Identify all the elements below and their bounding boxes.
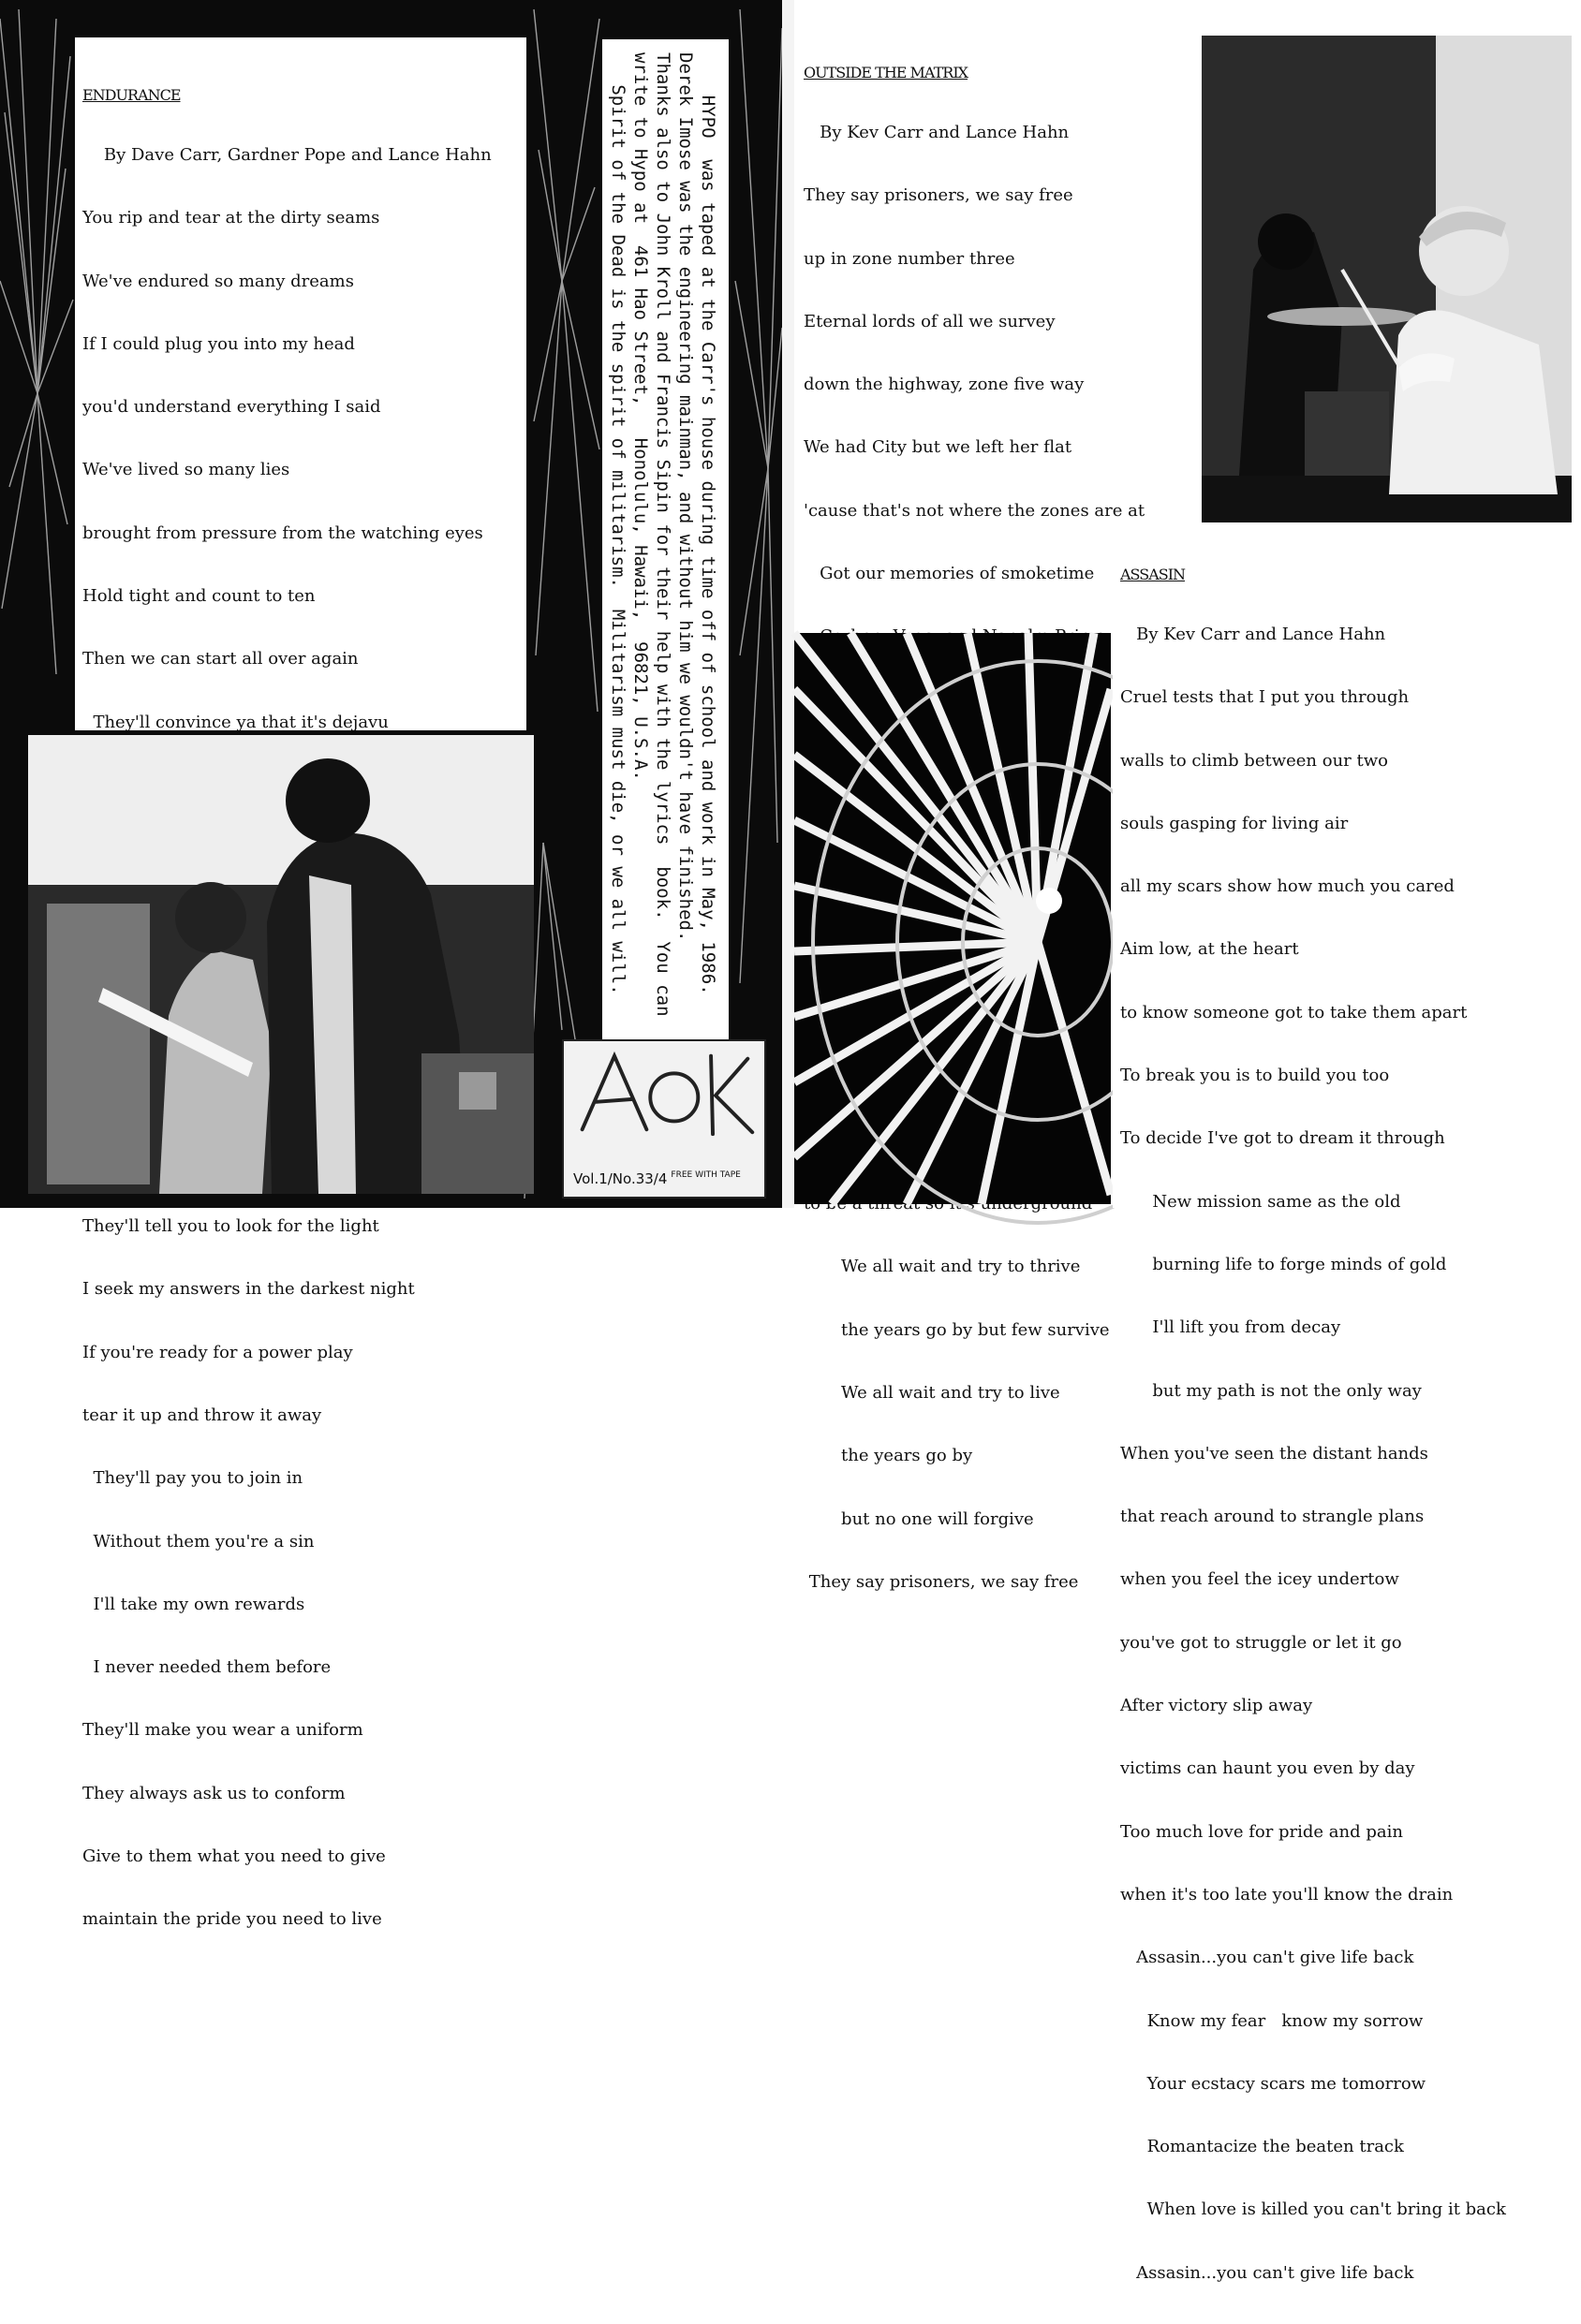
endurance-line: If I could plug you into my head xyxy=(82,333,355,354)
issue-number: Vol.1/No.3 xyxy=(573,1170,645,1187)
credits-line: Thanks also to John Kroll and Francis Sipin for their help with the lyrics book. You can xyxy=(653,52,673,1017)
matrix-line: Eternal lords of all we survey xyxy=(804,311,1056,331)
endurance-line: They always ask us to conform xyxy=(82,1783,346,1803)
assasin-line: burning life to forge minds of gold xyxy=(1120,1254,1447,1274)
assasin-line: I'll lift you from decay xyxy=(1120,1317,1341,1338)
assasin-line: when it's too late you'll know the drain xyxy=(1120,1884,1454,1905)
endurance-line: Without them you're a sin xyxy=(82,1531,315,1552)
free-with-tape-note: FREE WITH TAPE xyxy=(671,1170,741,1180)
left-page xyxy=(0,0,782,1930)
endurance-line: you'd understand everything I said xyxy=(82,397,381,418)
assasin-line: To break you is to build you too xyxy=(1120,1066,1390,1086)
assasin-line: Your ecstacy scars me tomorrow xyxy=(1120,2073,1426,2094)
assasin-line: you've got to struggle or let it go xyxy=(1120,1632,1402,1653)
aok-logo-block xyxy=(562,1039,766,1199)
matrix-line: We had City but we left her flat xyxy=(804,437,1072,458)
assasin-line: all my scars show how much you cared xyxy=(1120,876,1455,897)
credits-line: Derek Imose was the engineering mainman, and without him we wouldn't have finished. xyxy=(675,52,696,942)
assasin-line: Too much love for pride and pain xyxy=(1120,1821,1403,1842)
assasin-line: New mission same as the old xyxy=(1120,1191,1401,1212)
band-photo-graphic xyxy=(28,735,534,1194)
right-page xyxy=(794,0,1576,2283)
endurance-line: maintain the pride you need to live xyxy=(82,1909,382,1930)
issue-fraction: 3/4 xyxy=(644,1170,668,1187)
assasin-title: ASSASIN xyxy=(1120,566,1186,583)
assasin-line: but my path is not the only way xyxy=(1120,1380,1422,1401)
assasin-line: when you feel the icey undertow xyxy=(1120,1569,1399,1590)
assasin-line: By Kev Carr and Lance Hahn xyxy=(1120,625,1386,644)
endurance-line: We've endured so many dreams xyxy=(82,271,354,291)
assasin-lyrics xyxy=(1113,526,1581,2283)
endurance-line: tear it up and throw it away xyxy=(82,1405,322,1425)
endurance-line: They'll pay you to join in xyxy=(82,1468,303,1489)
endurance-line: They'll convince ya that it's dejavu xyxy=(82,712,389,732)
endurance-line: You rip and tear at the dirty seams xyxy=(82,208,380,228)
band-live-photo xyxy=(28,735,534,1194)
matrix-line: They say prisoners, we say free xyxy=(804,185,1073,206)
assasin-line: victims can haunt you even by day xyxy=(1120,1758,1415,1779)
matrix-line: the years go by xyxy=(804,1446,973,1466)
endurance-line: Hold tight and count to ten xyxy=(82,586,316,607)
endurance-line: I never needed them before xyxy=(82,1657,332,1678)
endurance-line: Then we can start all over again xyxy=(82,649,359,669)
endurance-line: I seek my answers in the darkest night xyxy=(82,1279,415,1300)
matrix-line: the years go by but few survive xyxy=(804,1319,1110,1340)
assasin-line: When love is killed you can't bring it back xyxy=(1120,2199,1506,2220)
matrix-line: We all wait and try to thrive xyxy=(804,1257,1081,1277)
tunnel-photo-graphic xyxy=(794,633,1111,1204)
assasin-line: to know someone got to take them apart xyxy=(1120,1002,1468,1022)
drummer-photo-graphic xyxy=(1202,36,1572,522)
credits-panel xyxy=(602,39,729,1051)
assasin-line: Romantacize the beaten track xyxy=(1120,2137,1404,2157)
credits-line: Spirit of the Dead is the spirit of militarism. Militarism must die, or we all will. xyxy=(608,52,628,995)
endurance-line: They'll make you wear a uniform xyxy=(82,1720,363,1741)
aok-logo xyxy=(564,1041,764,1144)
assasin-line: souls gasping for living air xyxy=(1120,813,1349,833)
drummer-photo xyxy=(1202,36,1572,522)
matrix-line: down the highway, zone five way xyxy=(804,375,1085,395)
assasin-line: To decide I've got to dream it through xyxy=(1120,1128,1445,1149)
matrix-line: They say prisoners, we say free xyxy=(804,1571,1079,1592)
endurance-title: ENDURANCE xyxy=(82,86,181,104)
credits-line: HYPO was taped at the Carr's house during time off of school and work in May, 1986. xyxy=(698,52,718,995)
endurance-line: Give to them what you need to give xyxy=(82,1846,386,1867)
page-spine xyxy=(782,0,794,1208)
assasin-line: After victory slip away xyxy=(1120,1696,1313,1716)
matrix-title: OUTSIDE THE MATRIX xyxy=(804,64,968,81)
matrix-line: but no one will forgive xyxy=(804,1508,1034,1529)
assasin-line: walls to climb between our two xyxy=(1120,750,1388,771)
matrix-line: We all wait and try to live xyxy=(804,1382,1060,1403)
credits-line: write to Hypo at 461 Hao Street, Honolulu, Hawaii, 96821, U.S.A. xyxy=(630,52,651,781)
tunnel-photo xyxy=(794,633,1111,1204)
matrix-line: up in zone number three xyxy=(804,248,1015,269)
assasin-line: Assasin...you can't give life back xyxy=(1120,1948,1414,1968)
endurance-line: By Dave Carr, Gardner Pope and Lance Hahn xyxy=(82,145,492,165)
assasin-line: Assasin...you can't give life back xyxy=(1120,2262,1414,2283)
matrix-line: 'cause that's not where the zones are at xyxy=(804,500,1145,521)
assasin-line: Aim low, at the heart xyxy=(1120,939,1299,960)
issue-label xyxy=(573,1170,741,1187)
matrix-line: By Kev Carr and Lance Hahn xyxy=(804,123,1070,142)
assasin-line: Know my fear know my sorrow xyxy=(1120,2010,1424,2031)
endurance-line: If you're ready for a power play xyxy=(82,1342,353,1362)
endurance-line: We've lived so many lies xyxy=(82,460,290,480)
assasin-line: When you've seen the distant hands xyxy=(1120,1443,1428,1464)
endurance-line: They'll tell you to look for the light xyxy=(82,1216,379,1237)
assasin-line: Cruel tests that I put you through xyxy=(1120,687,1410,708)
assasin-line: that reach around to strangle plans xyxy=(1120,1507,1425,1527)
endurance-line: I'll take my own rewards xyxy=(82,1594,305,1614)
credits-text xyxy=(602,39,729,1051)
matrix-line: Got our memories of smoketime xyxy=(804,564,1095,584)
endurance-line: brought from pressure from the watching eyes xyxy=(82,522,483,543)
endurance-lyrics xyxy=(75,37,526,1930)
